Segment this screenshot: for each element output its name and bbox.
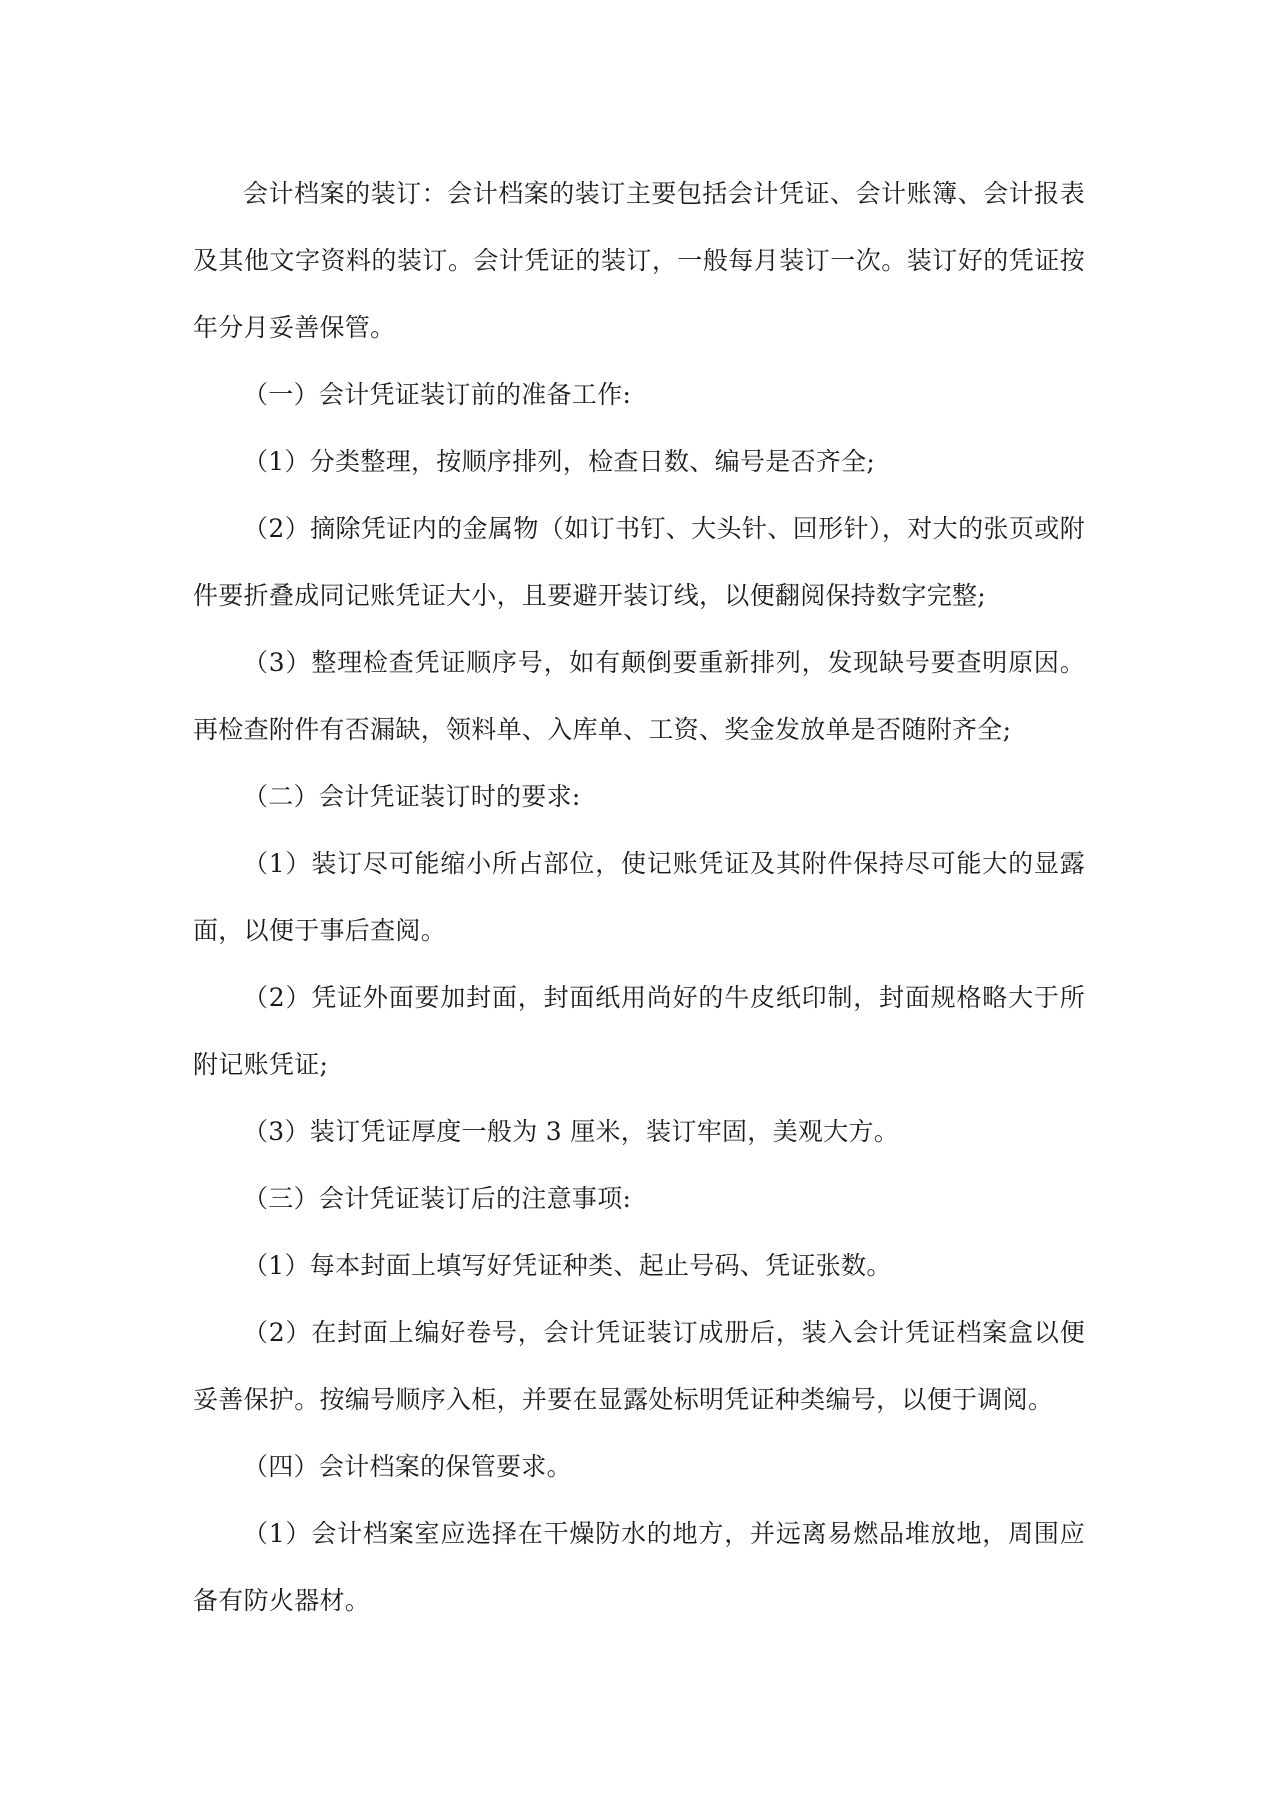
list-item: （1）每本封面上填写好凭证种类、起止号码、凭证张数。 bbox=[243, 1251, 892, 1280]
section-heading-2: （二）会计凭证装订时的要求: bbox=[243, 782, 581, 811]
list-item: （1）分类整理，按顺序排列，检查日数、编号是否齐全; bbox=[243, 447, 876, 476]
list-item: （3）装订凭证厚度一般为 3 厘米，装订牢固，美观大方。 bbox=[243, 1117, 900, 1146]
paragraph-intro: 会计档案的装订：会计档案的装订主要包括会计凭证、会计账簿、会计报表及其他文字资料的装订。会计凭证的装订，一般每月装订一次。装订好的凭证按年分月妥善保管。 bbox=[193, 179, 1085, 342]
list-item: （3）整理检查凭证顺序号，如有颠倒要重新排列，发现缺号要查明原因。再检查附件有否漏缺，领料单、入库单、工资、奖金发放单是否随附齐全; bbox=[193, 648, 1085, 744]
list-item: （2）在封面上编好卷号，会计凭证装订成册后，装入会计凭证档案盒以便妥善保护。按编号顺序入柜，并要在显露处标明凭证种类编号，以便于调阅。 bbox=[193, 1318, 1085, 1414]
list-item: （1）装订尽可能缩小所占部位，使记账凭证及其附件保持尽可能大的显露面，以便于事后查阅。 bbox=[193, 849, 1085, 945]
section-heading-1: （一）会计凭证装订前的准备工作: bbox=[243, 380, 632, 409]
document-body bbox=[193, 160, 1085, 1634]
section-heading-3: （三）会计凭证装订后的注意事项: bbox=[243, 1184, 632, 1213]
section-heading-4: （四）会计档案的保管要求。 bbox=[243, 1452, 572, 1481]
list-item: （2）摘除凭证内的金属物（如订书钉、大头针、回形针），对大的张页或附件要折叠成同记账凭证大小，且要避开装订线，以便翻阅保持数字完整; bbox=[193, 514, 1085, 610]
list-item: （2）凭证外面要加封面，封面纸用尚好的牛皮纸印制，封面规格略大于所附记账凭证; bbox=[193, 983, 1085, 1079]
list-item: （1）会计档案室应选择在干燥防水的地方，并远离易燃品堆放地，周围应备有防火器材。 bbox=[193, 1519, 1085, 1615]
